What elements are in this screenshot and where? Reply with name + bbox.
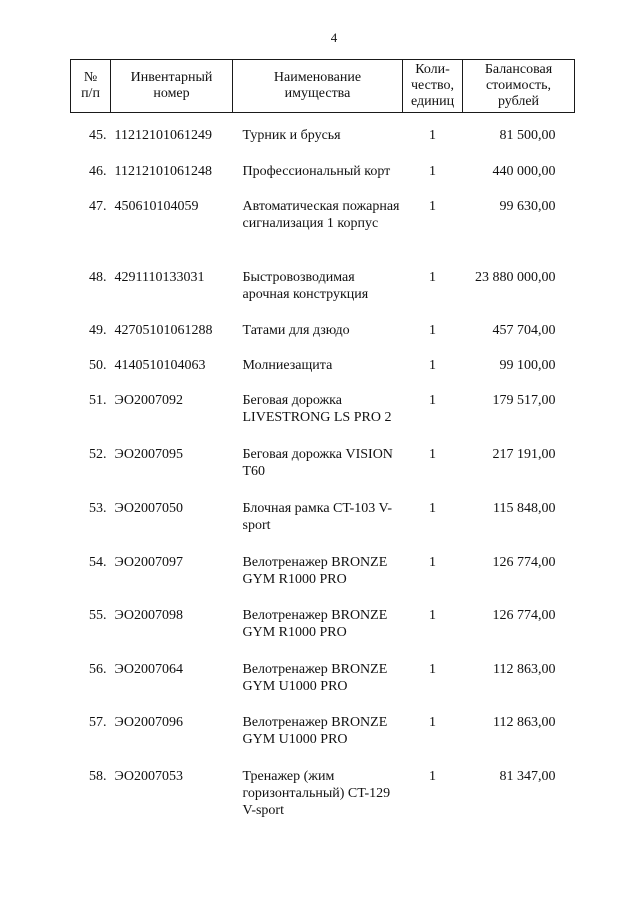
quantity: 1 (429, 662, 436, 677)
inventory-number: ЭО2007050 (114, 501, 184, 516)
book-value: 99 100,00 (499, 358, 556, 373)
property-name: Велотренажер BRONZE GYM U1000 PRO (242, 715, 388, 747)
property-name: Беговая дорожка LIVESTRONG LS PRO 2 (242, 393, 392, 425)
property-name: Велотренажер BRONZE GYM R1000 PRO (242, 555, 388, 587)
book-value: 99 630,00 (499, 199, 556, 214)
property-name: Быстровозводимая арочная конструкция (242, 270, 369, 302)
table-header-row (71, 60, 575, 113)
table-row (71, 127, 575, 163)
row-number: 55. (89, 608, 107, 623)
table-row (71, 269, 575, 322)
book-value: 115 848,00 (493, 501, 556, 516)
inventory-number: 11212101061249 (114, 128, 212, 143)
table-row (71, 607, 575, 661)
table-row (71, 357, 575, 392)
row-number: 45. (89, 128, 107, 143)
table-row (71, 198, 575, 269)
inventory-number: ЭО2007095 (114, 447, 184, 462)
property-name: Татами для дзюдо (242, 323, 350, 338)
header-inventory-number: Инвентарный номер (111, 60, 233, 113)
property-name: Велотренажер BRONZE GYM R1000 PRO (242, 608, 388, 640)
row-number: 56. (89, 662, 107, 677)
book-value: 217 191,00 (492, 447, 556, 462)
header-property-name: Наименование имущества (233, 60, 403, 113)
table-row (71, 554, 575, 607)
table-row (71, 392, 575, 446)
table-row (71, 500, 575, 554)
inventory-number: 4140510104063 (114, 358, 206, 373)
quantity: 1 (429, 199, 436, 214)
table-row (71, 768, 575, 838)
table-row (71, 322, 575, 357)
book-value: 112 863,00 (493, 715, 556, 730)
book-value: 23 880 000,00 (475, 270, 556, 285)
header-row-number: № п/п (71, 60, 111, 113)
quantity: 1 (429, 447, 436, 462)
table-row (71, 661, 575, 714)
row-number: 57. (89, 715, 107, 730)
table-row (71, 163, 575, 198)
quantity: 1 (429, 164, 436, 179)
header-quantity: Коли- чество, единиц (403, 60, 463, 113)
inventory-number: 4291110133031 (114, 270, 205, 285)
property-name: Турник и брусья (242, 128, 341, 143)
table-row (71, 714, 575, 768)
row-number: 53. (89, 501, 107, 516)
book-value: 457 704,00 (492, 323, 556, 338)
property-name: Автоматическая пожарная сигнализация 1 корпус (242, 199, 400, 231)
row-number: 54. (89, 555, 107, 570)
quantity: 1 (429, 501, 436, 516)
row-number: 48. (89, 270, 107, 285)
inventory-number: 450610104059 (114, 199, 199, 214)
inventory-number: 42705101061288 (114, 323, 213, 338)
property-name: Беговая дорожка VISION T60 (242, 447, 393, 479)
row-number: 47. (89, 199, 107, 214)
book-value: 126 774,00 (492, 555, 556, 570)
quantity: 1 (429, 323, 436, 338)
property-table (70, 59, 575, 838)
quantity: 1 (429, 715, 436, 730)
inventory-number: ЭО2007097 (114, 555, 184, 570)
quantity: 1 (429, 358, 436, 373)
property-name: Блочная рамка CT-103 V-sport (242, 501, 393, 533)
row-number: 46. (89, 164, 107, 179)
quantity: 1 (429, 270, 436, 285)
book-value: 81 500,00 (499, 128, 556, 143)
header-book-value: Балансовая стоимость, рублей (463, 60, 575, 113)
row-number: 50. (89, 358, 107, 373)
row-number: 52. (89, 447, 107, 462)
row-number: 51. (89, 393, 107, 408)
book-value: 179 517,00 (492, 393, 556, 408)
book-value: 112 863,00 (493, 662, 556, 677)
quantity: 1 (429, 128, 436, 143)
property-name: Профессиональный корт (242, 164, 391, 179)
book-value: 81 347,00 (499, 769, 556, 784)
table-row (71, 446, 575, 500)
property-name: Молниезащита (242, 358, 333, 373)
book-value: 440 000,00 (492, 164, 556, 179)
inventory-number: ЭО2007053 (114, 769, 184, 784)
inventory-number: ЭО2007092 (114, 393, 184, 408)
quantity: 1 (429, 769, 436, 784)
inventory-number: ЭО2007096 (114, 715, 184, 730)
inventory-number: 11212101061248 (114, 164, 212, 179)
inventory-number: ЭО2007098 (114, 608, 184, 623)
property-name: Велотренажер BRONZE GYM U1000 PRO (242, 662, 388, 694)
inventory-number: ЭО2007064 (114, 662, 184, 677)
row-number: 49. (89, 323, 107, 338)
quantity: 1 (429, 555, 436, 570)
page-number: 4 (330, 30, 338, 45)
quantity: 1 (429, 393, 436, 408)
quantity: 1 (429, 608, 436, 623)
row-number: 58. (89, 769, 107, 784)
property-name: Тренажер (жим горизонтальный) CT-129 V-sport (242, 769, 391, 818)
book-value: 126 774,00 (492, 608, 556, 623)
